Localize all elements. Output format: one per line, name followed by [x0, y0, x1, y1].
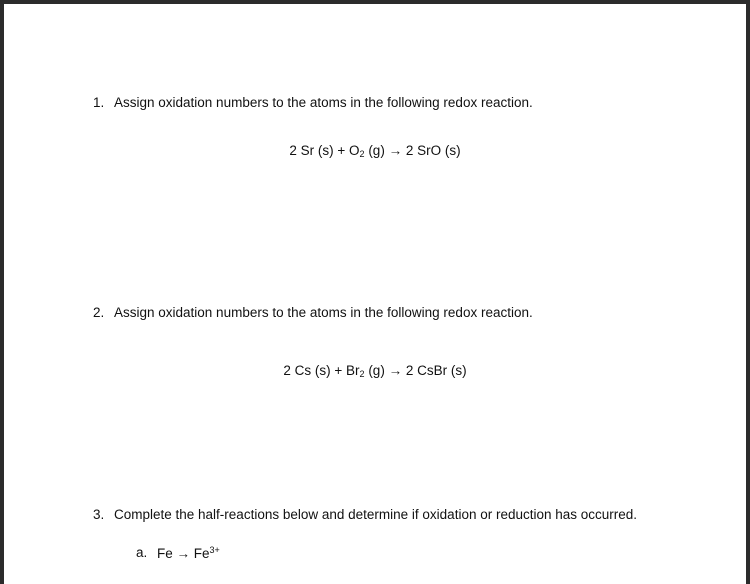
part-text [157, 545, 220, 561]
half-reaction: Fe → Fe [157, 546, 210, 561]
question-text: Assign oxidation numbers to the atoms in the following redox reaction. [114, 305, 533, 320]
part-label: a. [136, 545, 148, 560]
subscript: 2 [359, 149, 365, 159]
equation-1 [4, 143, 746, 159]
question-number: 2. [93, 305, 105, 320]
superscript: 3+ [209, 545, 220, 555]
subscript: 2 [359, 369, 365, 379]
question-text: Complete the half-reactions below and determine if oxidation or reduction has occurred. [114, 507, 638, 522]
question-number: 3. [93, 507, 105, 522]
equation-part: 2 Cs (s) + Br [283, 363, 360, 378]
question-number: 1. [93, 95, 105, 110]
equation-part: 2 Sr (s) + O [289, 143, 360, 158]
question-text: Assign oxidation numbers to the atoms in the following redox reaction. [114, 95, 533, 110]
document-page [4, 4, 746, 584]
equation-2 [4, 363, 746, 379]
equation-part: (g) → 2 CsBr (s) [364, 363, 467, 378]
equation-part: (g) → 2 SrO (s) [364, 143, 461, 158]
